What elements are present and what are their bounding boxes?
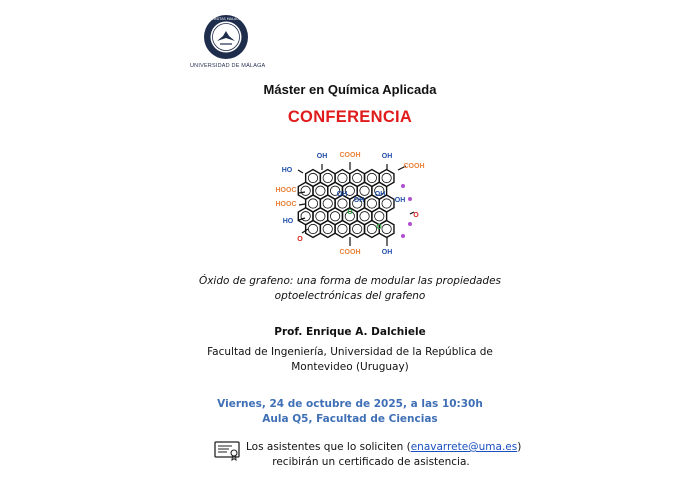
functional-group-label: OH bbox=[374, 191, 386, 198]
functional-group-label: O bbox=[347, 209, 353, 216]
certificate-text-before: Los asistentes que lo soliciten ( bbox=[246, 441, 411, 453]
aromatic-circle bbox=[308, 199, 317, 208]
carbon-ring bbox=[335, 221, 350, 238]
event-date-time: Viernes, 24 de octubre de 2025, a las 10:30h bbox=[217, 398, 483, 410]
university-logo bbox=[190, 14, 266, 69]
aromatic-circle bbox=[352, 173, 361, 182]
functional-group-label: OH bbox=[394, 197, 406, 204]
edge-site-dot bbox=[408, 222, 412, 226]
aromatic-circle bbox=[301, 186, 310, 195]
aromatic-circle bbox=[338, 199, 347, 208]
functional-group-label: O bbox=[297, 236, 303, 243]
program-title: Máster en Química Aplicada bbox=[263, 82, 437, 97]
functional-group-label: HOOC bbox=[275, 187, 297, 194]
aromatic-circle bbox=[367, 224, 376, 233]
aromatic-circle bbox=[323, 173, 332, 182]
edge-site-dot bbox=[401, 234, 405, 238]
university-seal-icon bbox=[203, 14, 249, 60]
aromatic-circle bbox=[308, 173, 317, 182]
functional-group-label: O bbox=[376, 224, 382, 231]
event-location: Aula Q5, Facultad de Ciencias bbox=[262, 413, 438, 425]
functional-group-label: HOOC bbox=[275, 201, 297, 208]
aromatic-circle bbox=[316, 186, 325, 195]
aromatic-circle bbox=[301, 212, 310, 221]
functional-group-label: OH bbox=[316, 153, 328, 160]
functional-group-label: OH bbox=[353, 197, 365, 204]
aromatic-circle bbox=[308, 224, 317, 233]
aromatic-circle bbox=[360, 212, 369, 221]
functional-group-label: HO bbox=[282, 218, 294, 225]
functional-group-label: HO bbox=[281, 167, 293, 174]
aromatic-circle bbox=[382, 224, 391, 233]
aromatic-circle bbox=[330, 212, 339, 221]
functional-group-label: COOH bbox=[403, 163, 425, 170]
aromatic-circle bbox=[323, 224, 332, 233]
aromatic-circle bbox=[367, 199, 376, 208]
graphene-oxide-structure bbox=[262, 140, 438, 264]
event-type-heading: CONFERENCIA bbox=[287, 108, 413, 126]
talk-title-line-2: optoelectrónicas del grafeno bbox=[274, 290, 426, 302]
edge-site-dot bbox=[408, 197, 412, 201]
aromatic-circle bbox=[338, 173, 347, 182]
event-details bbox=[0, 397, 700, 427]
aromatic-circle bbox=[382, 173, 391, 182]
functional-group-bond bbox=[299, 192, 305, 193]
edge-site-dot bbox=[401, 184, 405, 188]
affiliation-line-1: Facultad de Ingeniería, Universidad de la República de bbox=[207, 346, 493, 358]
talk-title-line-1: Óxido de grafeno: una forma de modular las propiedades bbox=[198, 275, 502, 287]
email-link[interactable]: enavarrete@uma.es bbox=[410, 441, 518, 453]
functional-group-label: OH bbox=[381, 153, 393, 160]
carbon-ring bbox=[320, 221, 335, 238]
functional-group-label: COOH bbox=[339, 152, 361, 159]
functional-group-bond bbox=[298, 170, 303, 173]
functional-group-bond bbox=[299, 204, 305, 205]
certificate-line-2: recibirán un certificado de asistencia. bbox=[272, 456, 470, 468]
aromatic-circle bbox=[382, 199, 391, 208]
functional-group-label: OH bbox=[336, 191, 348, 198]
aromatic-circle bbox=[316, 212, 325, 221]
aromatic-circle bbox=[323, 199, 332, 208]
certificate-icon bbox=[214, 441, 240, 461]
carbon-ring bbox=[350, 221, 365, 238]
aromatic-circle bbox=[338, 224, 347, 233]
seal-lettering: UNIVERSITAS MALACITANA bbox=[203, 16, 249, 21]
certificate-text-after: ) bbox=[517, 441, 522, 453]
university-name: UNIVERSIDAD DE MÁLAGA bbox=[190, 63, 266, 69]
talk-title bbox=[0, 274, 700, 304]
functional-group-label: OH bbox=[381, 249, 393, 256]
aromatic-circle bbox=[367, 173, 376, 182]
aromatic-circle bbox=[375, 212, 384, 221]
speaker-name: Prof. Enrique A. Dalchiele bbox=[274, 326, 426, 338]
functional-group-label: COOH bbox=[339, 249, 361, 256]
affiliation-line-2: Montevideo (Uruguay) bbox=[291, 361, 409, 373]
aromatic-circle bbox=[352, 224, 361, 233]
certificate-line-1 bbox=[246, 440, 522, 455]
aromatic-circle bbox=[360, 186, 369, 195]
speaker-affiliation bbox=[0, 345, 700, 375]
functional-group-label: O bbox=[413, 212, 419, 219]
